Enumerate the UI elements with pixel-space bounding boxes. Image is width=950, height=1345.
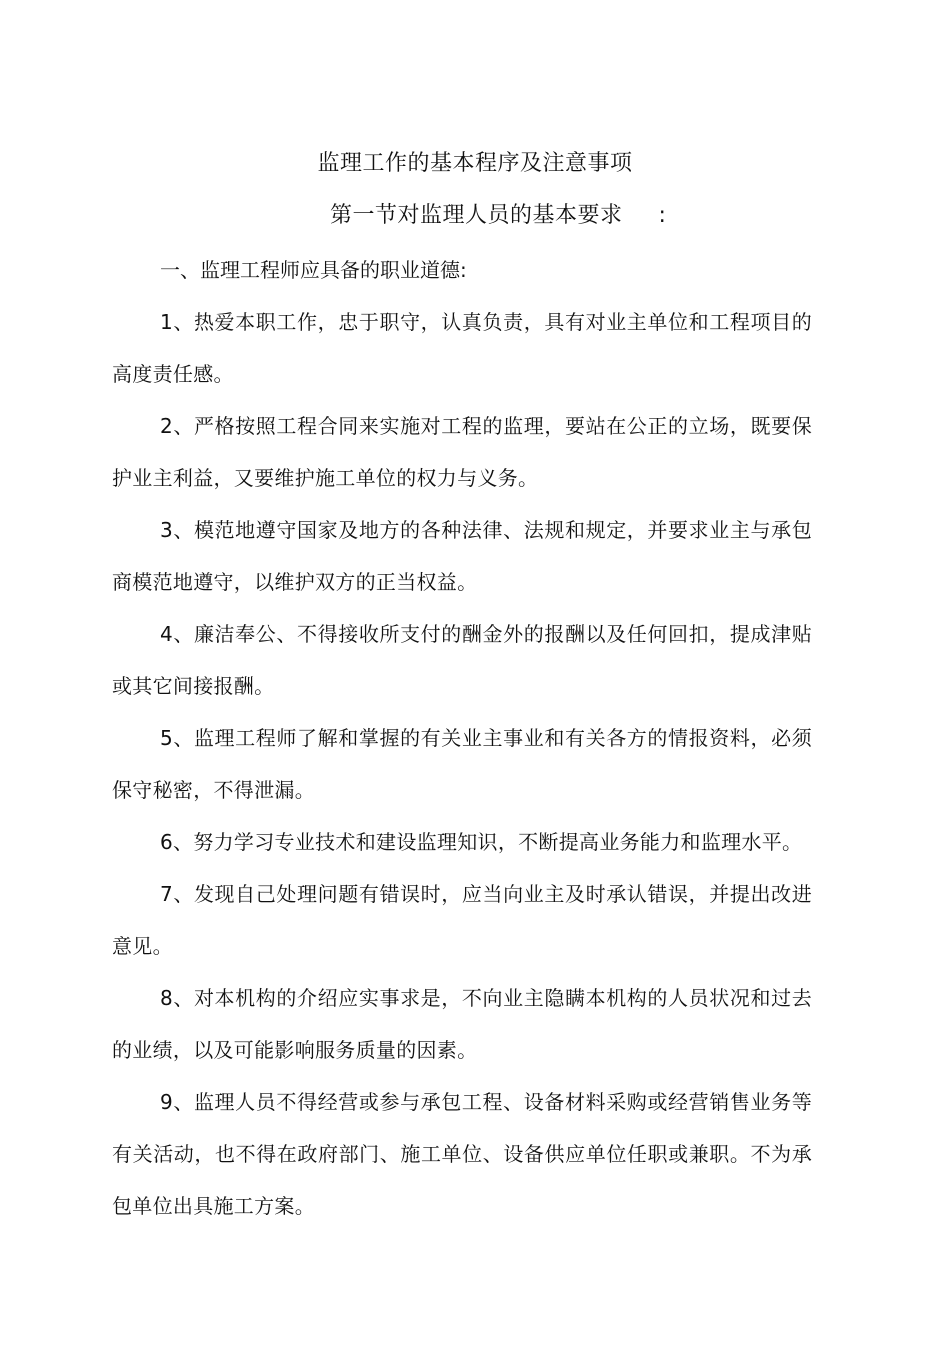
section-title-text: 第一节对监理人员的基本要求 xyxy=(330,203,623,228)
section-title xyxy=(330,200,666,232)
document-title: 监理工作的基本程序及注意事项 xyxy=(317,151,633,176)
list-item-3: 3、模范地遵守国家及地方的各种法律、法规和规定，并要求业主与承包商模范地遵守，以维护双方的正当权益。 xyxy=(112,518,812,594)
list-item-2: 2、严格按照工程合同来实施对工程的监理，要站在公正的立场，既要保护业主利益，又要维护施工单位的权力与义务。 xyxy=(112,414,812,490)
section-heading: 一、监理工程师应具备的职业道德: xyxy=(160,258,467,282)
list-item-9: 9、监理人员不得经营或参与承包工程、设备材料采购或经营销售业务等有关活动，也不得在政府部门、施工单位、设备供应单位任职或兼职。不为承包单位出具施工方案。 xyxy=(112,1090,812,1218)
list-item-4: 4、廉洁奉公、不得接收所支付的酬金外的报酬以及任何回扣，提成津贴或其它间接报酬。 xyxy=(112,622,812,698)
list-item-8: 8、对本机构的介绍应实事求是，不向业主隐瞒本机构的人员状况和过去的业绩，以及可能影响服务质量的因素。 xyxy=(112,986,812,1062)
list-item-6: 6、努力学习专业技术和建设监理知识，不断提高业务能力和监理水平。 xyxy=(160,830,803,854)
list-item-1: 1、热爱本职工作，忠于职守，认真负责，具有对业主单位和工程项目的高度责任感。 xyxy=(112,310,812,386)
list-item-5: 5、监理工程师了解和掌握的有关业主事业和有关各方的情报资料，必须保守秘密，不得泄漏。 xyxy=(112,726,812,802)
list-item-7: 7、发现自己处理问题有错误时，应当向业主及时承认错误，并提出改进意见。 xyxy=(112,882,812,958)
section-title-colon: : xyxy=(658,203,667,228)
